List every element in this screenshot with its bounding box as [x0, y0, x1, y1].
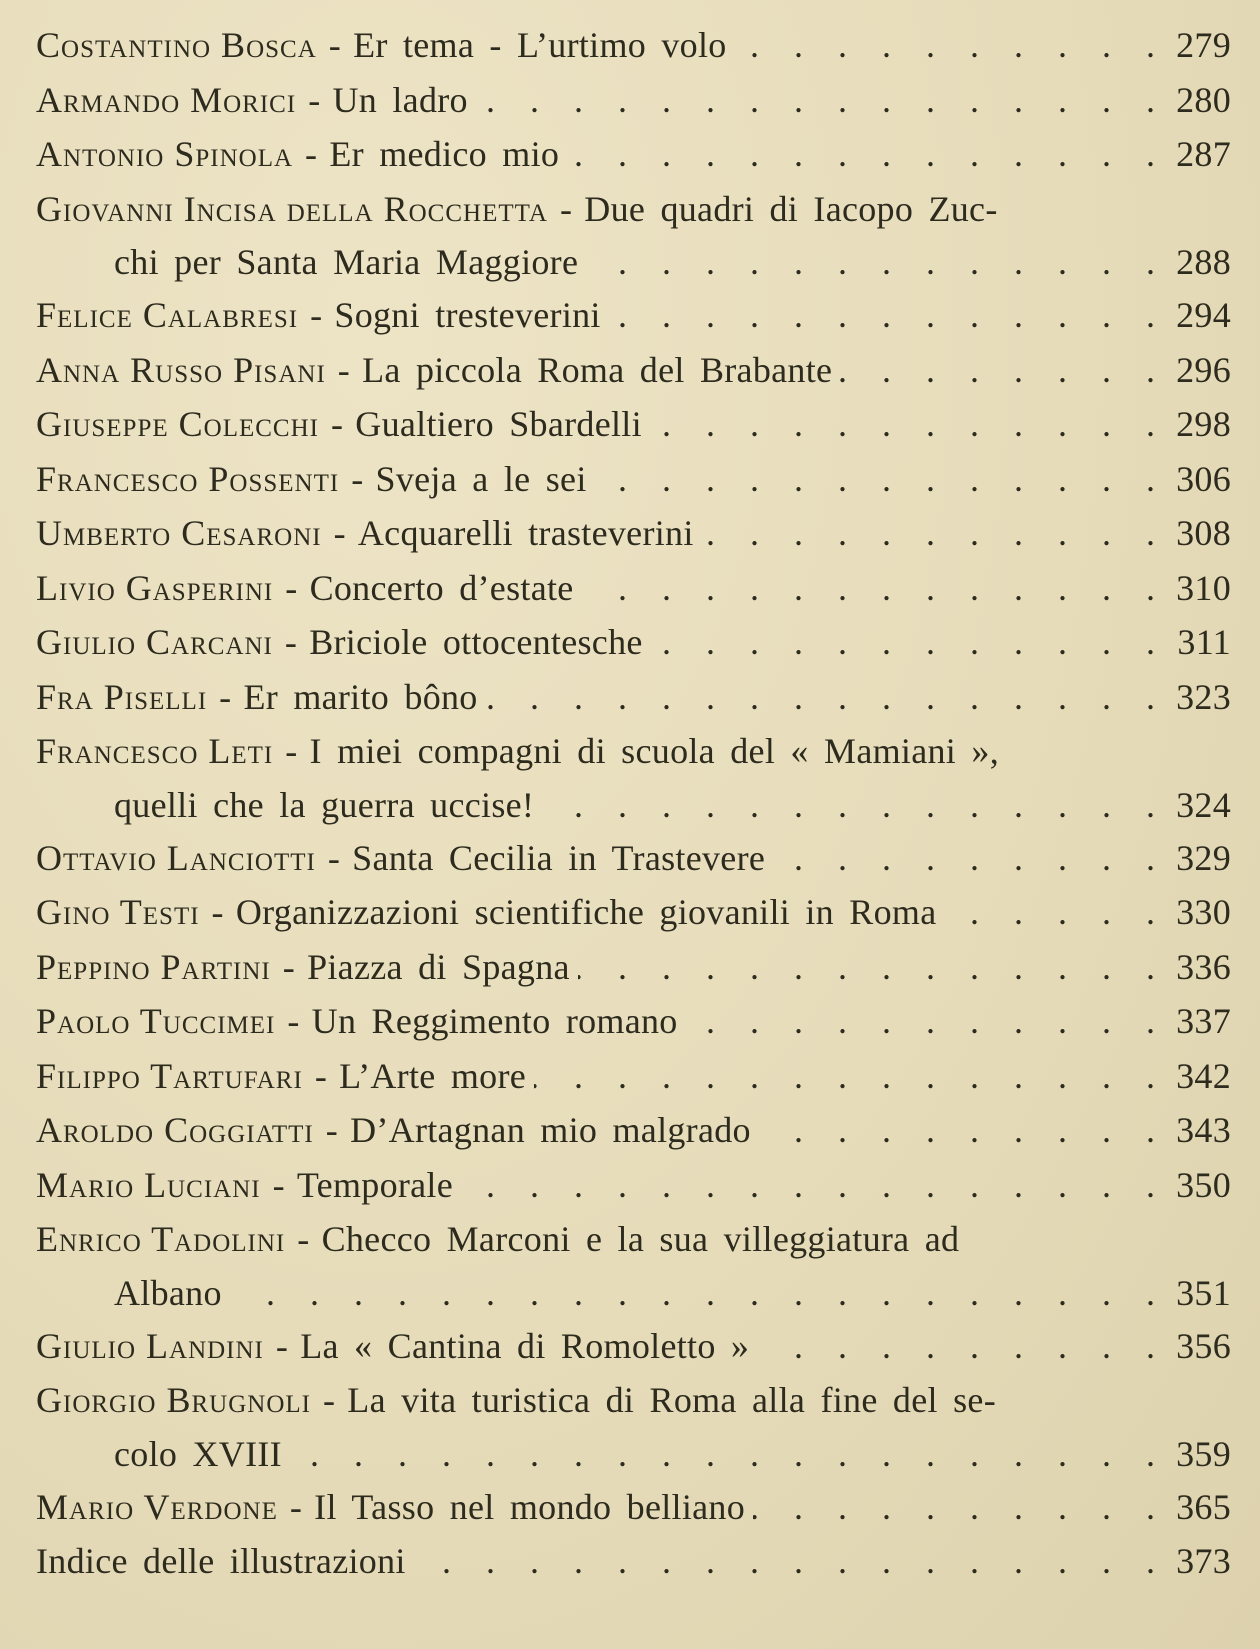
author-title-separator: -	[559, 188, 573, 229]
dot-leader	[840, 343, 1155, 398]
entry-title: Il Tasso nel mondo belliano	[314, 1486, 746, 1527]
toc-entry	[36, 127, 1231, 182]
entry-title: L’Arte more	[339, 1055, 527, 1096]
toc-entry	[36, 724, 1231, 831]
entry-title: Sveja a le sei	[375, 458, 587, 499]
entry-author: Fra Piselli	[36, 676, 208, 717]
entry-author: Giulio Landini	[36, 1325, 264, 1366]
dot-leader	[582, 561, 1155, 616]
toc-entry-continuation	[36, 1428, 1231, 1480]
entry-page-number: 311	[1177, 622, 1231, 662]
toc-entry	[36, 397, 1231, 452]
toc-entry-line	[36, 343, 1231, 398]
toc-entry-line	[36, 1212, 1231, 1267]
entry-title: La vita turistica di Roma alla fine del se-	[347, 1380, 996, 1420]
toc-entry-continuation	[36, 1267, 1231, 1319]
dot-leader	[542, 779, 1155, 831]
toc-entry	[36, 615, 1231, 670]
entry-title: La piccola Roma del Brabante	[362, 349, 833, 390]
author-title-separator: -	[333, 513, 346, 553]
toc-entry-line	[36, 1103, 1231, 1158]
entry-author: Giorgio Brugnoli	[36, 1380, 311, 1420]
toc-entry-line	[36, 615, 1231, 670]
author-title-separator: -	[282, 946, 296, 987]
toc-entry-line	[36, 1319, 1231, 1374]
toc-entry-line	[36, 1158, 1231, 1213]
dot-leader	[486, 670, 1155, 725]
author-title-separator: -	[211, 892, 224, 932]
toc-entry-line	[36, 182, 1231, 237]
entry-author: Umberto Cesaroni	[36, 513, 322, 553]
entry-author: Filippo Tartufari	[36, 1055, 303, 1096]
toc-entry	[36, 1534, 1231, 1589]
entry-author: Enrico Tadolini	[36, 1219, 286, 1259]
entry-title-continuation: quelli che la guerra uccise!	[114, 784, 535, 825]
entry-title: Organizzazioni scientifiche giovanili in Roma	[235, 892, 937, 932]
entry-page-number: 280	[1176, 79, 1231, 120]
dot-leader	[578, 940, 1155, 995]
toc-entry-line	[36, 506, 1231, 561]
entry-author: Felice Calabresi	[36, 295, 299, 335]
toc-entry-line	[36, 73, 1231, 128]
entry-title: Er medico mio	[329, 134, 560, 174]
toc-entry	[36, 452, 1231, 507]
toc-entry	[36, 1480, 1231, 1535]
dot-leader	[753, 1480, 1155, 1535]
entry-author: Giulio Carcani	[36, 622, 273, 662]
dot-leader	[567, 127, 1155, 182]
entry-title: Un Reggimento romano	[311, 1001, 678, 1041]
dot-leader	[586, 236, 1155, 288]
toc-entry	[36, 1319, 1231, 1374]
entry-title: Indice delle illustrazioni	[36, 1541, 406, 1581]
entry-title: Checco Marconi e la sua villeggiatura ad	[321, 1219, 960, 1259]
entry-title: Briciole ottocentesche	[309, 622, 643, 662]
toc-entry-line	[36, 397, 1231, 452]
entry-author: Francesco Possenti	[36, 458, 340, 499]
table-of-contents	[36, 18, 1231, 1589]
entry-page-number: 329	[1176, 837, 1231, 878]
toc-entry-line	[36, 561, 1231, 616]
toc-entry-line	[36, 940, 1231, 995]
entry-title: D’Artagnan mio malgrado	[350, 1110, 751, 1150]
entry-title: Santa Cecilia in Trastevere	[352, 837, 766, 878]
entry-title: La « Cantina di Romoletto »	[300, 1325, 750, 1366]
entry-author: Peppino Partini	[36, 946, 271, 987]
entry-author: Ottavio Lanciotti	[36, 837, 316, 878]
author-title-separator: -	[284, 622, 298, 662]
dot-leader	[534, 1049, 1155, 1104]
toc-entry-line	[36, 1049, 1231, 1104]
entry-title: Sogni tresteverini	[334, 295, 601, 335]
entry-author: Costantino Bosca	[36, 25, 317, 65]
toc-entry	[36, 885, 1231, 940]
toc-entry-line	[36, 670, 1231, 725]
entry-title: Er marito bôno	[243, 676, 478, 717]
entry-author: Anna Russo Pisani	[36, 349, 326, 390]
entry-page-number: 310	[1176, 567, 1231, 608]
author-title-separator: -	[275, 1325, 289, 1366]
author-title-separator: -	[305, 134, 318, 174]
entry-title: I miei compagni di scuola del « Mamiani »,	[309, 731, 1000, 771]
author-title-separator: -	[328, 25, 342, 65]
dot-leader	[702, 506, 1155, 561]
toc-entry	[36, 343, 1231, 398]
entry-author: Mario Verdone	[36, 1486, 278, 1527]
entry-author: Giovanni Incisa della Rocchetta	[36, 188, 548, 229]
entry-page-number: 324	[1176, 784, 1231, 825]
entry-page-number: 306	[1176, 458, 1231, 499]
author-title-separator: -	[310, 295, 323, 335]
toc-entry-line	[36, 1534, 1231, 1589]
toc-entry	[36, 1212, 1231, 1319]
entry-page-number: 336	[1176, 946, 1231, 987]
entry-page-number: 296	[1176, 349, 1231, 390]
author-title-separator: -	[308, 79, 321, 120]
entry-page-number: 294	[1176, 295, 1231, 335]
toc-entry-line	[36, 452, 1231, 507]
toc-entry-line	[36, 994, 1231, 1049]
entry-title: Gualtiero Sbardelli	[355, 404, 642, 444]
entry-page-number: 373	[1176, 1541, 1231, 1581]
entry-author: Mario Luciani	[36, 1164, 261, 1205]
author-title-separator: -	[219, 676, 232, 717]
dot-leader	[944, 885, 1155, 940]
author-title-separator: -	[287, 1001, 300, 1041]
toc-entry	[36, 73, 1231, 128]
dot-leader	[476, 73, 1155, 128]
entry-page-number: 308	[1176, 513, 1231, 553]
toc-entry	[36, 1373, 1231, 1480]
toc-entry-line	[36, 885, 1231, 940]
toc-entry	[36, 1158, 1231, 1213]
dot-leader	[650, 397, 1155, 452]
dot-leader	[651, 615, 1155, 670]
entry-page-number: 279	[1176, 25, 1231, 65]
entry-page-number: 351	[1176, 1272, 1231, 1313]
dot-leader	[461, 1158, 1155, 1213]
author-title-separator: -	[314, 1055, 328, 1096]
entry-title: Due quadri di Iacopo Zuc-	[584, 188, 998, 229]
toc-entry-line	[36, 127, 1231, 182]
entry-author: Francesco Leti	[36, 731, 274, 771]
entry-title: Temporale	[296, 1164, 454, 1205]
entry-title-continuation: colo XVIII	[114, 1433, 282, 1474]
entry-title: Un ladro	[332, 79, 468, 120]
toc-entry-continuation	[36, 236, 1231, 288]
toc-entry	[36, 561, 1231, 616]
entry-author: Armando Morici	[36, 79, 297, 120]
toc-entry	[36, 182, 1231, 289]
entry-page-number: 356	[1176, 1325, 1231, 1366]
entry-author: Paolo Tuccimei	[36, 1001, 276, 1041]
entry-page-number: 343	[1176, 1110, 1231, 1150]
entry-page-number: 365	[1176, 1486, 1231, 1527]
toc-entry	[36, 1049, 1231, 1104]
toc-entry	[36, 288, 1231, 343]
author-title-separator: -	[330, 404, 344, 444]
dot-leader	[230, 1267, 1155, 1319]
entry-page-number: 298	[1176, 404, 1231, 444]
toc-entry-line	[36, 18, 1231, 73]
entry-title: Er tema - L’urtimo volo	[353, 25, 727, 65]
toc-entry	[36, 831, 1231, 886]
toc-entry	[36, 1103, 1231, 1158]
entry-page-number: 323	[1176, 676, 1231, 717]
entry-author: Giuseppe Colecchi	[36, 404, 319, 444]
toc-entry-line	[36, 1480, 1231, 1535]
dot-leader	[773, 831, 1155, 886]
dot-leader	[735, 18, 1155, 73]
author-title-separator: -	[327, 837, 341, 878]
author-title-separator: -	[337, 349, 351, 390]
author-title-separator: -	[325, 1110, 339, 1150]
author-title-separator: -	[285, 731, 298, 771]
author-title-separator: -	[297, 1219, 310, 1259]
entry-page-number: 350	[1176, 1164, 1231, 1205]
entry-page-number: 287	[1176, 134, 1231, 174]
author-title-separator: -	[289, 1486, 303, 1527]
author-title-separator: -	[323, 1380, 336, 1420]
dot-leader	[595, 452, 1155, 507]
entry-author: Gino Testi	[36, 892, 200, 932]
entry-title-continuation: Albano	[114, 1272, 222, 1313]
entry-page-number: 337	[1176, 1001, 1231, 1041]
author-title-separator: -	[351, 458, 364, 499]
entry-title: Concerto d’estate	[309, 567, 574, 608]
entry-author: Aroldo Coggiatti	[36, 1110, 314, 1150]
entry-page-number: 330	[1176, 892, 1231, 932]
entry-author: Livio Gasperini	[36, 567, 274, 608]
entry-page-number: 359	[1176, 1433, 1231, 1474]
author-title-separator: -	[272, 1164, 285, 1205]
dot-leader	[290, 1428, 1155, 1480]
toc-entry	[36, 940, 1231, 995]
toc-entry	[36, 670, 1231, 725]
toc-entry-continuation	[36, 779, 1231, 831]
toc-entry-line	[36, 1373, 1231, 1428]
entry-title: Acquarelli trasteverini	[357, 513, 694, 553]
toc-entry	[36, 506, 1231, 561]
toc-entry-line	[36, 831, 1231, 886]
dot-leader	[757, 1319, 1155, 1374]
toc-entry	[36, 994, 1231, 1049]
entry-page-number: 288	[1176, 242, 1231, 282]
dot-leader	[759, 1103, 1155, 1158]
toc-entry-line	[36, 288, 1231, 343]
entry-title-continuation: chi per Santa Maria Maggiore	[114, 242, 579, 282]
dot-leader	[686, 994, 1155, 1049]
dot-leader	[414, 1534, 1155, 1589]
dot-leader	[609, 288, 1155, 343]
entry-title: Piazza di Spagna	[307, 946, 570, 987]
toc-entry-line	[36, 724, 1231, 779]
entry-author: Antonio Spinola	[36, 134, 294, 174]
toc-entry	[36, 18, 1231, 73]
author-title-separator: -	[285, 567, 298, 608]
entry-page-number: 342	[1176, 1055, 1231, 1096]
